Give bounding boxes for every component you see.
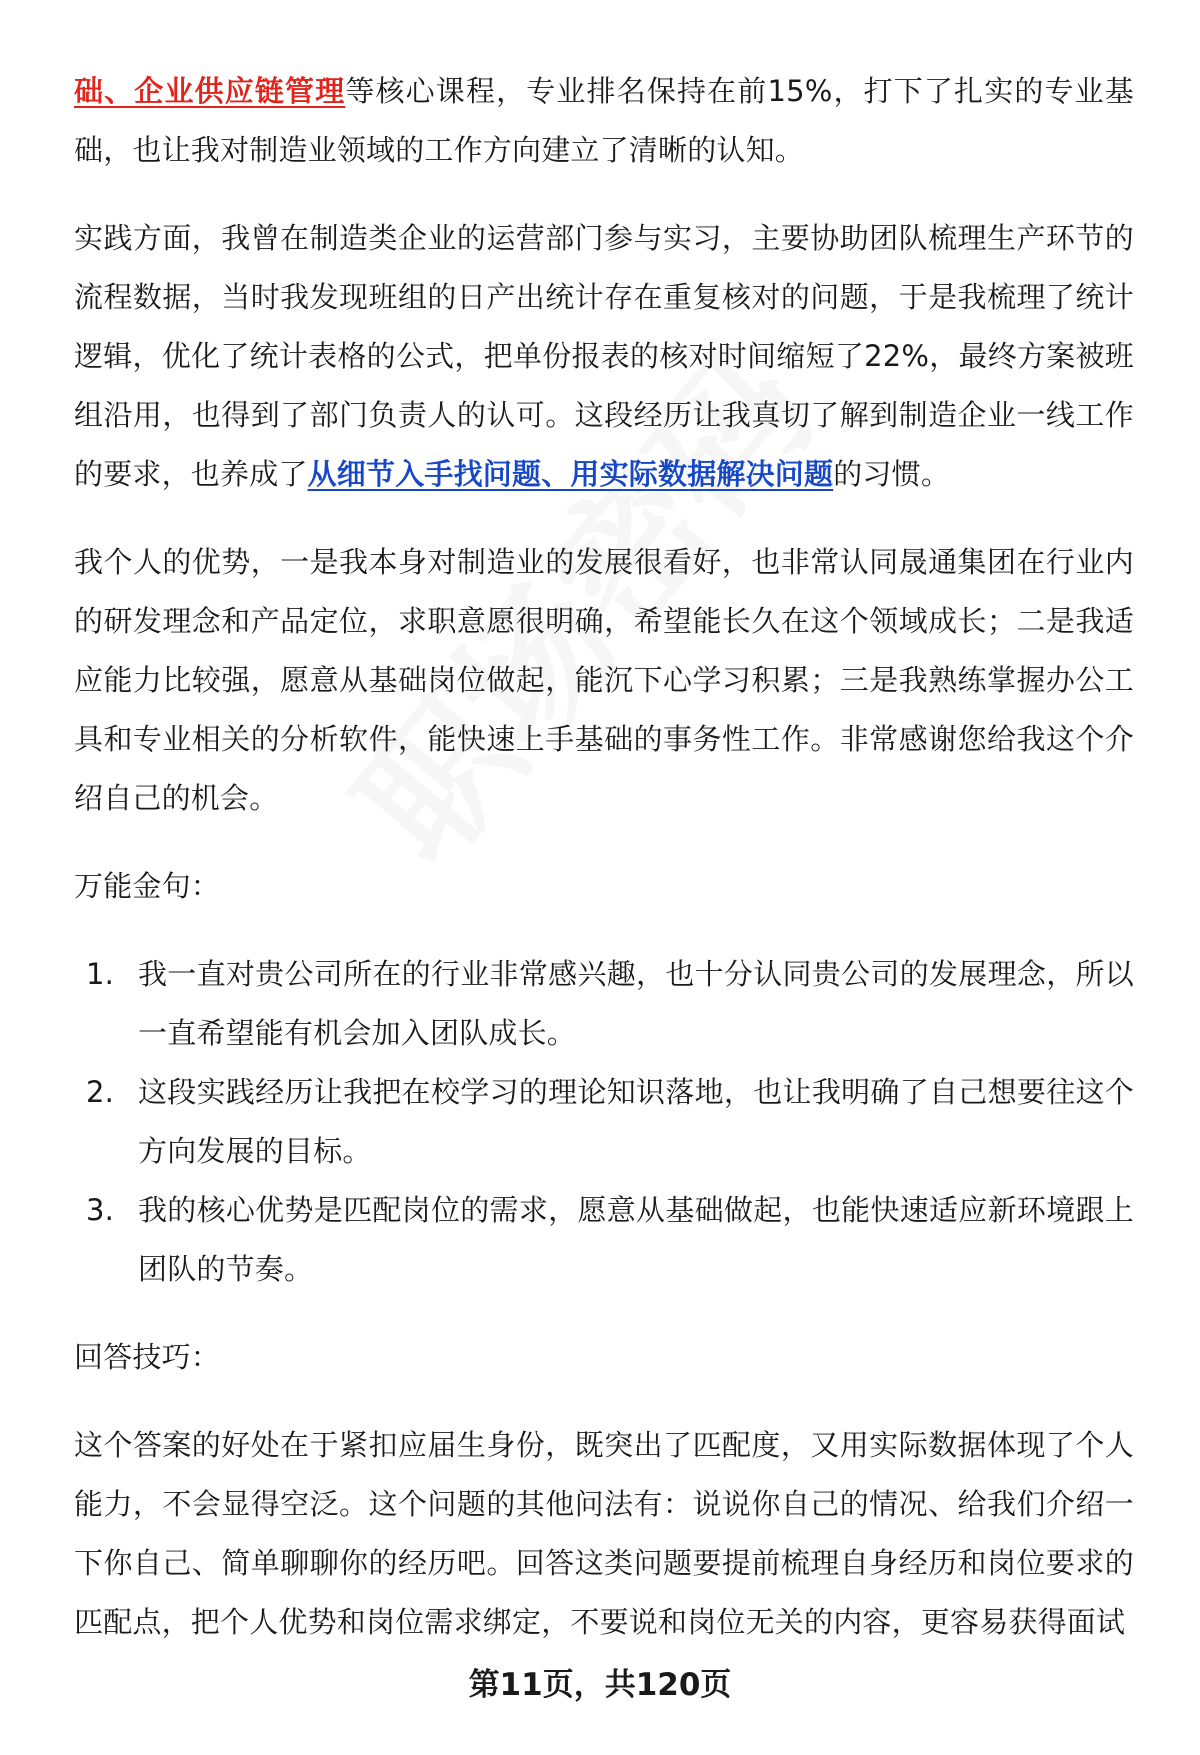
highlight-red-text: 础、企业供应链管理 [74, 74, 346, 108]
tips-heading: 回答技巧： [74, 1340, 221, 1374]
page-number-footer: 第11页，共120页 [468, 1667, 732, 1703]
list-item-text: 我一直对贵公司所在的行业非常感兴趣，也十分认同贵公司的发展理念，所以一直希望能有机会加入团队成长。 [138, 957, 1134, 1050]
paragraph-tips: 这个答案的好处在于紧扣应届生身份，既突出了匹配度，又用实际数据体现了个人能力，不会显得空泛。这个问题的其他问法有：说说你自己的情况、给我们介绍一下你自己、简单聊聊你的经历吧。回答这类问题要提前梳理自身经历和岗位要求的匹配点，把个人优势和岗位需求绑定，不要说和岗位无关的内容，更容易获得面试 [74, 1428, 1134, 1639]
golden-sentences-heading: 万能金句： [74, 869, 221, 903]
list-item-text: 我的核心优势是匹配岗位的需求，愿意从基础做起，也能快速适应新环境跟上团队的节奏。 [138, 1193, 1134, 1286]
document-body [74, 62, 1134, 1681]
highlight-blue-text: 从细节入手找问题、用实际数据解决问题 [307, 457, 834, 491]
paragraph-text: 实践方面，我曾在制造类企业的运营部门参与实习，主要协助团队梳理生产环节的流程数据，当时我发现班组的日产出统计存在重复核对的问题，于是我梳理了统计逻辑，优化了统计表格的公式，把单份报表的核对时间缩短了22%，最终方案被班组沿用，也得到了部门负责人的认可。这段经历让我真切了解到制造企业一线工作的要求，也养成了 [74, 221, 1134, 491]
list-item-number: 1. [86, 957, 115, 991]
golden-sentences-list [74, 945, 1134, 1299]
paragraph-education [74, 62, 1134, 180]
list-item-number: 2. [86, 1075, 115, 1109]
list-item [74, 1063, 1134, 1181]
list-item-number: 3. [86, 1193, 115, 1227]
list-item [74, 1181, 1134, 1299]
paragraph-practice [74, 209, 1134, 504]
list-item [74, 945, 1134, 1063]
list-item-text: 这段实践经历让我把在校学习的理论知识落地，也让我明确了自己想要往这个方向发展的目标。 [138, 1075, 1134, 1168]
paragraph-text: 等核心课程，专业排名保持在前15%，打下了扎实的专业基础，也让我对制造业领域的工作方向建立了清晰的认知。 [74, 74, 1135, 167]
paragraph-strengths: 我个人的优势，一是我本身对制造业的发展很看好，也非常认同晟通集团在行业内的研发理念和产品定位，求职意愿很明确，希望能长久在这个领域成长；二是我适应能力比较强，愿意从基础岗位做起，能沉下心学习积累；三是我熟练掌握办公工具和专业相关的分析软件，能快速上手基础的事务性工作。非常感谢您给我这个介绍自己的机会。 [74, 545, 1134, 815]
paragraph-text: 的习惯。 [833, 457, 951, 491]
